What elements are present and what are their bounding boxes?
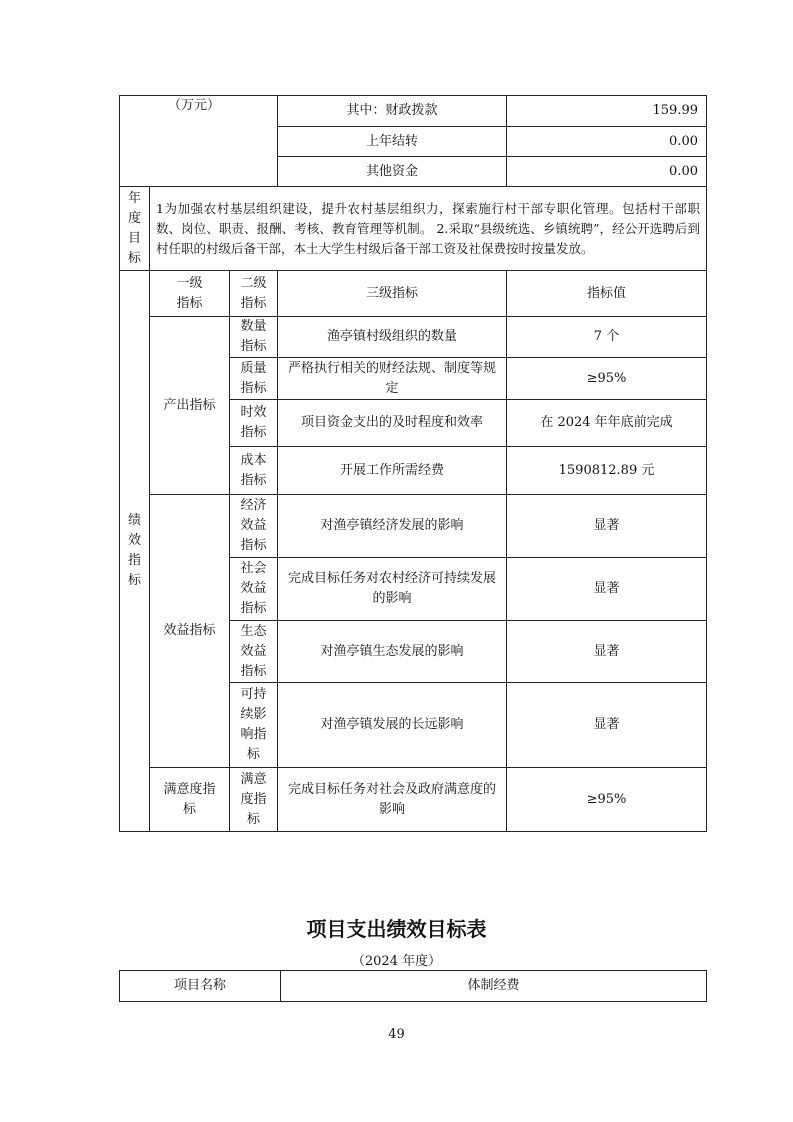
group-benefit-label: 效益指标 bbox=[150, 495, 230, 768]
performance-goal-table bbox=[119, 95, 707, 832]
section-subtitle: （2024 年度） bbox=[351, 954, 442, 969]
value-cell: 显著 bbox=[507, 558, 707, 621]
group-output-label: 产出指标 bbox=[150, 317, 230, 495]
header-level2: 二级 指标 bbox=[230, 271, 278, 317]
group-satisfaction-label: 满意度指 标 bbox=[150, 768, 230, 832]
fiscal-label: 其中：财政拨款 bbox=[278, 96, 507, 127]
level2-cell: 生态 效益 指标 bbox=[230, 621, 278, 683]
project-info-table bbox=[119, 970, 707, 1002]
level2-cell: 质量 指标 bbox=[230, 358, 278, 400]
level2-cell: 成本 指标 bbox=[230, 447, 278, 495]
fiscal-value: 159.99 bbox=[507, 96, 707, 127]
level2-cell: 时效 指标 bbox=[230, 400, 278, 447]
carryover-label: 上年结转 bbox=[278, 127, 507, 157]
value-cell: 显著 bbox=[507, 683, 707, 768]
level3-cell: 开展工作所需经费 bbox=[278, 447, 507, 495]
annual-goal-label: 年 度 目 标 bbox=[120, 187, 150, 271]
level3-cell: 完成目标任务对社会及政府满意度的影响 bbox=[278, 768, 507, 832]
level3-cell: 严格执行相关的财经法规、制度等规定 bbox=[278, 358, 507, 400]
value-cell: ≥95% bbox=[507, 358, 707, 400]
project-name-label: 项目名称 bbox=[120, 971, 281, 1002]
funds-unit-cell bbox=[120, 96, 278, 187]
value-cell: ≥95% bbox=[507, 768, 707, 832]
value-cell: 显著 bbox=[507, 621, 707, 683]
funds-unit: （万元） bbox=[168, 98, 221, 113]
section-title: 项目支出绩效目标表 bbox=[306, 917, 487, 941]
header-level1: 一级 指标 bbox=[150, 271, 230, 317]
header-level3: 三级指标 bbox=[278, 271, 507, 317]
level2-cell: 数量 指标 bbox=[230, 317, 278, 358]
level3-cell: 对渔亭镇经济发展的影响 bbox=[278, 495, 507, 558]
value-cell: 1590812.89 元 bbox=[507, 447, 707, 495]
carryover-value: 0.00 bbox=[507, 127, 707, 157]
other-funds-label: 其他资金 bbox=[278, 157, 507, 187]
level3-cell: 完成目标任务对农村经济可持续发展的影响 bbox=[278, 558, 507, 621]
project-name-value: 体制经费 bbox=[281, 971, 707, 1002]
value-cell: 7 个 bbox=[507, 317, 707, 358]
level3-cell: 项目资金支出的及时程度和效率 bbox=[278, 400, 507, 447]
level2-cell: 满意 度指 标 bbox=[230, 768, 278, 832]
header-value: 指标值 bbox=[507, 271, 707, 317]
level2-cell: 社会 效益 指标 bbox=[230, 558, 278, 621]
level3-cell: 对渔亭镇发展的长远影响 bbox=[278, 683, 507, 768]
value-cell: 显著 bbox=[507, 495, 707, 558]
other-funds-value: 0.00 bbox=[507, 157, 707, 187]
page-number: 49 bbox=[388, 1027, 405, 1042]
annual-goal-text: 1为加强农村基层组织建设，提升农村基层组织力，探索施行村干部专职化管理。包括村干部职数、岗位、职责、报酬、考核、教育管理等机制。 2.采取“县级统选、乡镇统聘”，经公开选聘后到村任职的村级后备干部，本土大学生村级后备干部工资及社保费按时按量发放。 bbox=[150, 187, 707, 271]
level3-cell: 对渔亭镇生态发展的影响 bbox=[278, 621, 507, 683]
performance-label: 绩 效 指 标 bbox=[120, 271, 150, 832]
level3-cell: 渔亭镇村级组织的数量 bbox=[278, 317, 507, 358]
value-cell: 在 2024 年年底前完成 bbox=[507, 400, 707, 447]
level2-cell: 经济 效益 指标 bbox=[230, 495, 278, 558]
level2-cell: 可持 续影 响指 标 bbox=[230, 683, 278, 768]
